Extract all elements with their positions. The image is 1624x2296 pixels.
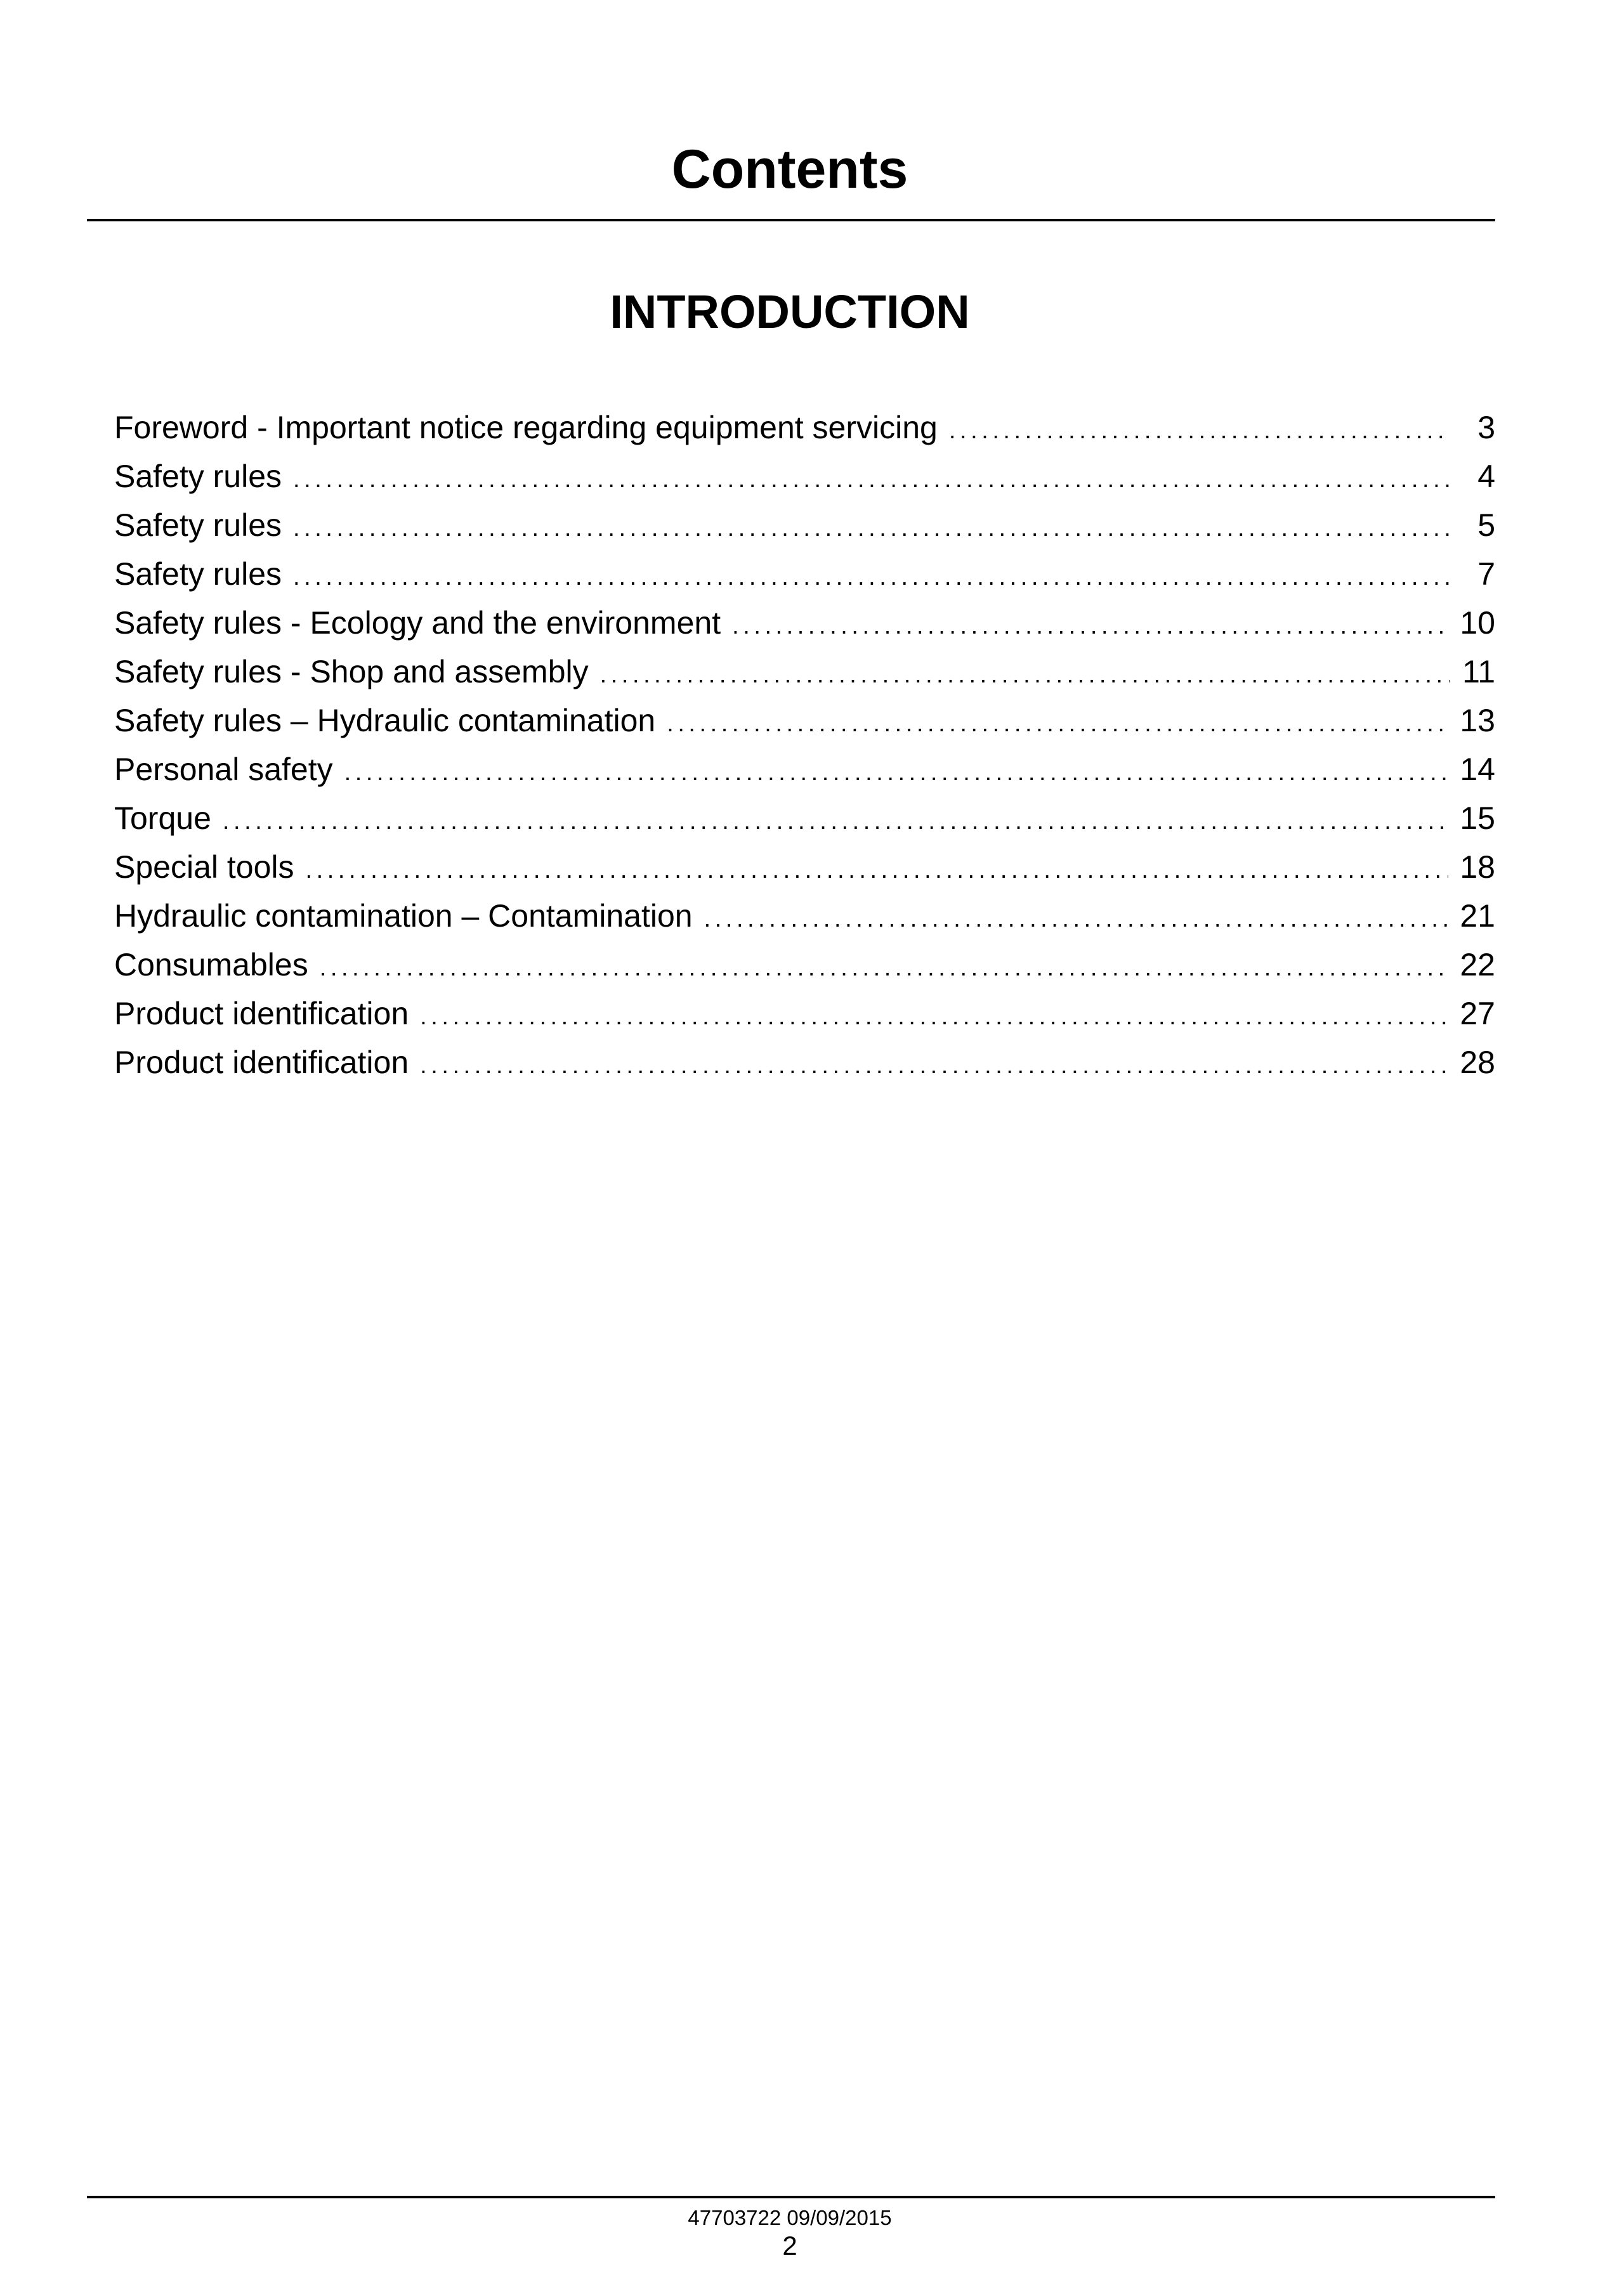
toc-entry-page: 15 bbox=[1460, 800, 1495, 836]
page-title: Contents bbox=[671, 139, 908, 200]
dot-leader bbox=[293, 504, 1450, 553]
toc-entry-label: Torque bbox=[114, 800, 211, 836]
toc-entry-page: 14 bbox=[1460, 752, 1495, 787]
toc-entry[interactable] bbox=[114, 941, 1495, 989]
toc-entry-label: Personal safety bbox=[114, 752, 333, 787]
toc-entry[interactable] bbox=[114, 696, 1495, 745]
toc-entry[interactable] bbox=[114, 794, 1495, 843]
dot-leader bbox=[306, 846, 1449, 895]
toc-entry-label: Foreword - Important notice regarding equipment servicing bbox=[114, 410, 938, 445]
toc-entry-page: 10 bbox=[1460, 605, 1495, 641]
toc-entry-page: 18 bbox=[1460, 849, 1495, 885]
dot-leader bbox=[293, 455, 1450, 504]
toc-entry-label: Safety rules – Hydraulic contamination bbox=[114, 703, 656, 738]
toc-entry[interactable] bbox=[114, 745, 1495, 794]
toc-entry[interactable] bbox=[114, 648, 1495, 696]
dot-leader bbox=[704, 895, 1449, 944]
toc-entry[interactable] bbox=[114, 892, 1495, 941]
toc-entry-label: Safety rules - Shop and assembly bbox=[114, 654, 589, 689]
toc-entry[interactable] bbox=[114, 550, 1495, 599]
dot-leader bbox=[223, 797, 1448, 846]
toc-entry-page: 4 bbox=[1477, 459, 1495, 494]
dot-leader bbox=[320, 944, 1449, 993]
dot-leader bbox=[293, 553, 1450, 602]
dot-leader bbox=[344, 748, 1449, 797]
toc-entry[interactable] bbox=[114, 501, 1495, 550]
toc-entry-label: Safety rules - Ecology and the environment bbox=[114, 605, 721, 641]
dot-leader bbox=[420, 1041, 1448, 1090]
toc-entry-page: 7 bbox=[1477, 556, 1495, 592]
footer-divider bbox=[87, 2196, 1495, 2198]
table-of-contents bbox=[114, 403, 1495, 1087]
document-code: 47703722 09/09/2015 bbox=[688, 2206, 892, 2229]
toc-entry[interactable] bbox=[114, 843, 1495, 892]
toc-entry-page: 13 bbox=[1460, 703, 1495, 738]
toc-entry-page: 11 bbox=[1462, 654, 1495, 689]
toc-entry[interactable] bbox=[114, 599, 1495, 648]
toc-entry-page: 28 bbox=[1460, 1045, 1495, 1080]
toc-entry-label: Special tools bbox=[114, 849, 294, 885]
toc-entry-page: 21 bbox=[1460, 898, 1495, 934]
toc-entry-label: Safety rules bbox=[114, 507, 282, 543]
toc-entry-label: Safety rules bbox=[114, 556, 282, 592]
toc-entry-label: Product identification bbox=[114, 996, 409, 1031]
toc-entry[interactable] bbox=[114, 1038, 1495, 1087]
toc-entry[interactable] bbox=[114, 452, 1495, 501]
page-number: 2 bbox=[782, 2231, 797, 2260]
toc-entry-page: 5 bbox=[1477, 507, 1495, 543]
toc-entry-label: Product identification bbox=[114, 1045, 409, 1080]
dot-leader bbox=[667, 700, 1448, 748]
dot-leader bbox=[949, 407, 1450, 455]
dot-leader bbox=[732, 602, 1448, 651]
toc-entry-label: Safety rules bbox=[114, 459, 282, 494]
header-divider bbox=[87, 219, 1495, 221]
toc-entry-page: 27 bbox=[1460, 996, 1495, 1031]
toc-entry-page: 22 bbox=[1460, 947, 1495, 982]
toc-entry[interactable] bbox=[114, 403, 1495, 452]
toc-entry-label: Hydraulic contamination – Contamination bbox=[114, 898, 693, 934]
toc-entry-label: Consumables bbox=[114, 947, 308, 982]
section-title: INTRODUCTION bbox=[610, 285, 970, 338]
dot-leader bbox=[420, 993, 1448, 1041]
toc-entry[interactable] bbox=[114, 989, 1495, 1038]
toc-entry-page: 3 bbox=[1477, 410, 1495, 445]
dot-leader bbox=[600, 651, 1450, 700]
